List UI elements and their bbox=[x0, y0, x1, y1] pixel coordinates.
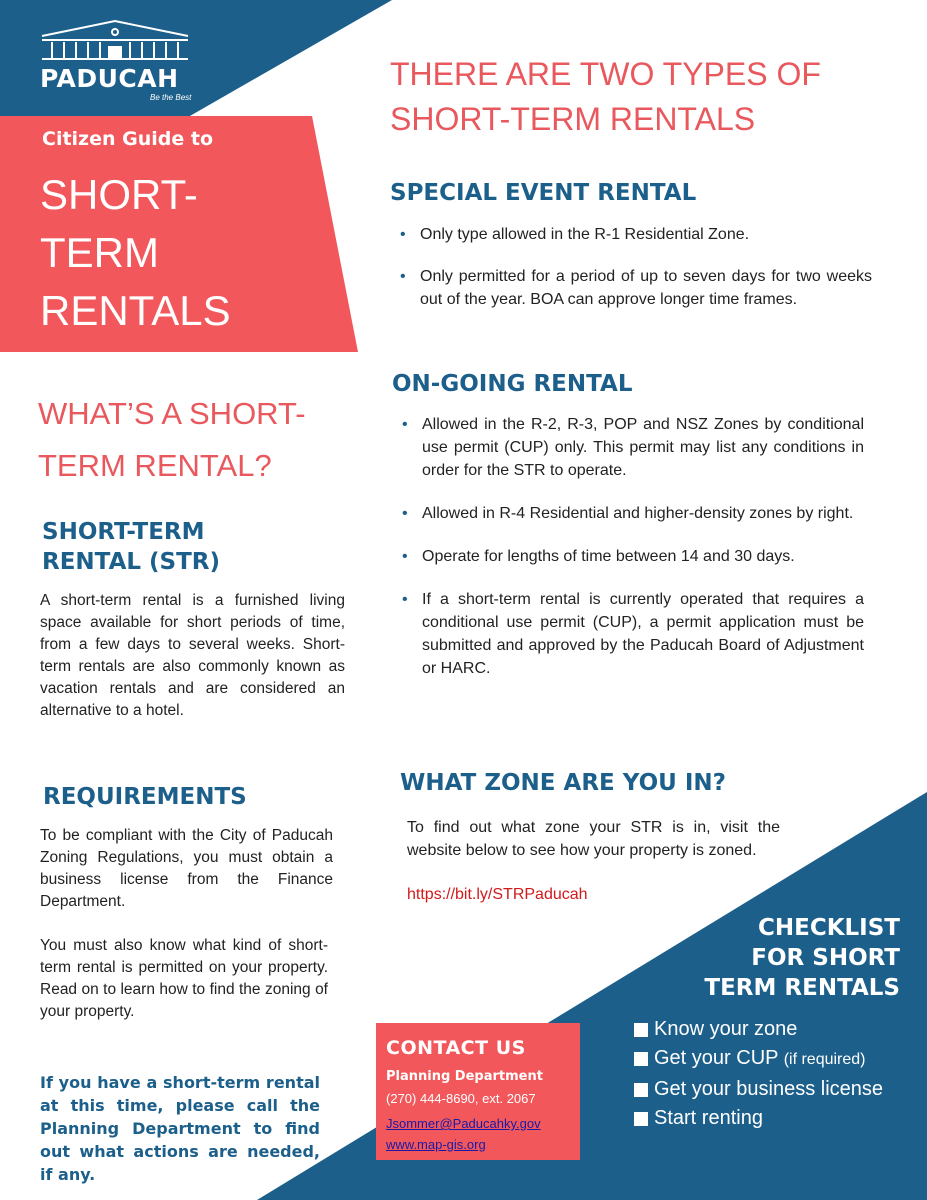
checklist-item-text: Start renting bbox=[654, 1107, 763, 1129]
call-planning-notice: If you have a short-term rental at this time, please call the Planning Department to find out what actions are needed, if any. bbox=[40, 1073, 320, 1184]
list-item: • Only permitted for a period of up to seven days for two weeks out of the year. BOA can approve longer time frames. bbox=[398, 265, 872, 311]
ongoing-rental-list bbox=[400, 413, 864, 680]
list-item: • Only type allowed in the R-1 Residential Zone. bbox=[398, 223, 872, 246]
checklist-title-line: TERM RENTALS bbox=[704, 975, 900, 1001]
logo-tagline: Be the Best bbox=[150, 93, 192, 102]
checklist-item bbox=[634, 1046, 924, 1072]
checklist-item-note: (if required) bbox=[783, 1051, 866, 1068]
zone-paragraph: To find out what zone your STR is in, visit the website below to see how your property is zoned. bbox=[407, 819, 780, 859]
logo-wordmark: PADUCAH bbox=[40, 64, 179, 93]
checklist-item bbox=[634, 1017, 924, 1041]
rental-types-heading: THERE ARE TWO TYPES OF SHORT-TERM RENTALS bbox=[390, 56, 821, 137]
list-item: • Operate for lengths of time between 14 and 30 days. bbox=[400, 545, 864, 568]
special-event-heading: SPECIAL EVENT RENTAL bbox=[390, 180, 697, 206]
str-paducah-link[interactable]: https://bit.ly/STRPaducah bbox=[407, 886, 588, 903]
requirements-paragraph-2: You must also know what kind of short-term rental is permitted on your property. Read on to learn how to find the zoning of your property. bbox=[40, 937, 328, 1020]
guide-title-line: TERM bbox=[40, 229, 159, 276]
list-item: • Allowed in the R-2, R-3, POP and NSZ Zones by conditional use permit (CUP) only. This permit may list any conditions in order for the STR to operate. bbox=[400, 413, 864, 482]
paducah-logo bbox=[40, 18, 200, 104]
guide-title-line: RENTALS bbox=[40, 287, 231, 334]
guide-label: Citizen Guide to bbox=[42, 128, 214, 150]
what-is-str-heading: WHAT’S A SHORT-TERM RENTAL? bbox=[38, 396, 306, 483]
contact-website-link[interactable]: www.map-gis.org bbox=[386, 1137, 486, 1152]
checklist-item-text: Get your CUP bbox=[654, 1047, 779, 1069]
guide-title bbox=[40, 166, 280, 340]
special-event-list bbox=[398, 223, 872, 311]
guide-title-line: SHORT- bbox=[40, 171, 198, 218]
requirements-paragraph-1: To be compliant with the City of Paducah Zoning Regulations, you must obtain a business license from the Finance Department. bbox=[40, 827, 333, 910]
zone-heading: WHAT ZONE ARE YOU IN? bbox=[400, 770, 726, 796]
contact-phone: (270) 444-8690, ext. 2067 bbox=[386, 1091, 536, 1106]
checklist-item-text: Get your business license bbox=[654, 1078, 884, 1100]
checklist-title-line: CHECKLIST bbox=[757, 915, 900, 941]
city-hall-icon bbox=[40, 18, 190, 62]
checklist-title bbox=[640, 913, 900, 1003]
checklist-item bbox=[634, 1106, 924, 1130]
checklist bbox=[634, 1017, 924, 1130]
contact-email-link[interactable]: Jsommer@Paducahky.gov bbox=[386, 1116, 541, 1131]
list-item: • Allowed in R-4 Residential and higher-density zones by right. bbox=[400, 502, 864, 525]
requirements-heading: REQUIREMENTS bbox=[43, 784, 247, 810]
ongoing-rental-heading: ON-GOING RENTAL bbox=[392, 371, 633, 397]
contact-department: Planning Department bbox=[386, 1069, 543, 1084]
checklist-item-text: Know your zone bbox=[654, 1018, 798, 1040]
contact-heading: CONTACT US bbox=[386, 1037, 526, 1059]
checklist-item bbox=[634, 1077, 924, 1101]
checklist-title-line: FOR SHORT bbox=[751, 945, 900, 971]
str-definition-heading: SHORT-TERM RENTAL (STR) bbox=[42, 519, 221, 575]
str-definition-paragraph: A short-term rental is a furnished living space available for short periods of time, from a few days to several weeks. Short-term rentals are also commonly known as vacation rentals and are considered an alternative to a hotel. bbox=[40, 592, 345, 719]
list-item: • If a short-term rental is currently operated that requires a conditional use permit (CUP), a permit application must be submitted and approved by the Paducah Board of Adjustment or HARC. bbox=[400, 588, 864, 680]
contact-box bbox=[376, 1023, 580, 1160]
